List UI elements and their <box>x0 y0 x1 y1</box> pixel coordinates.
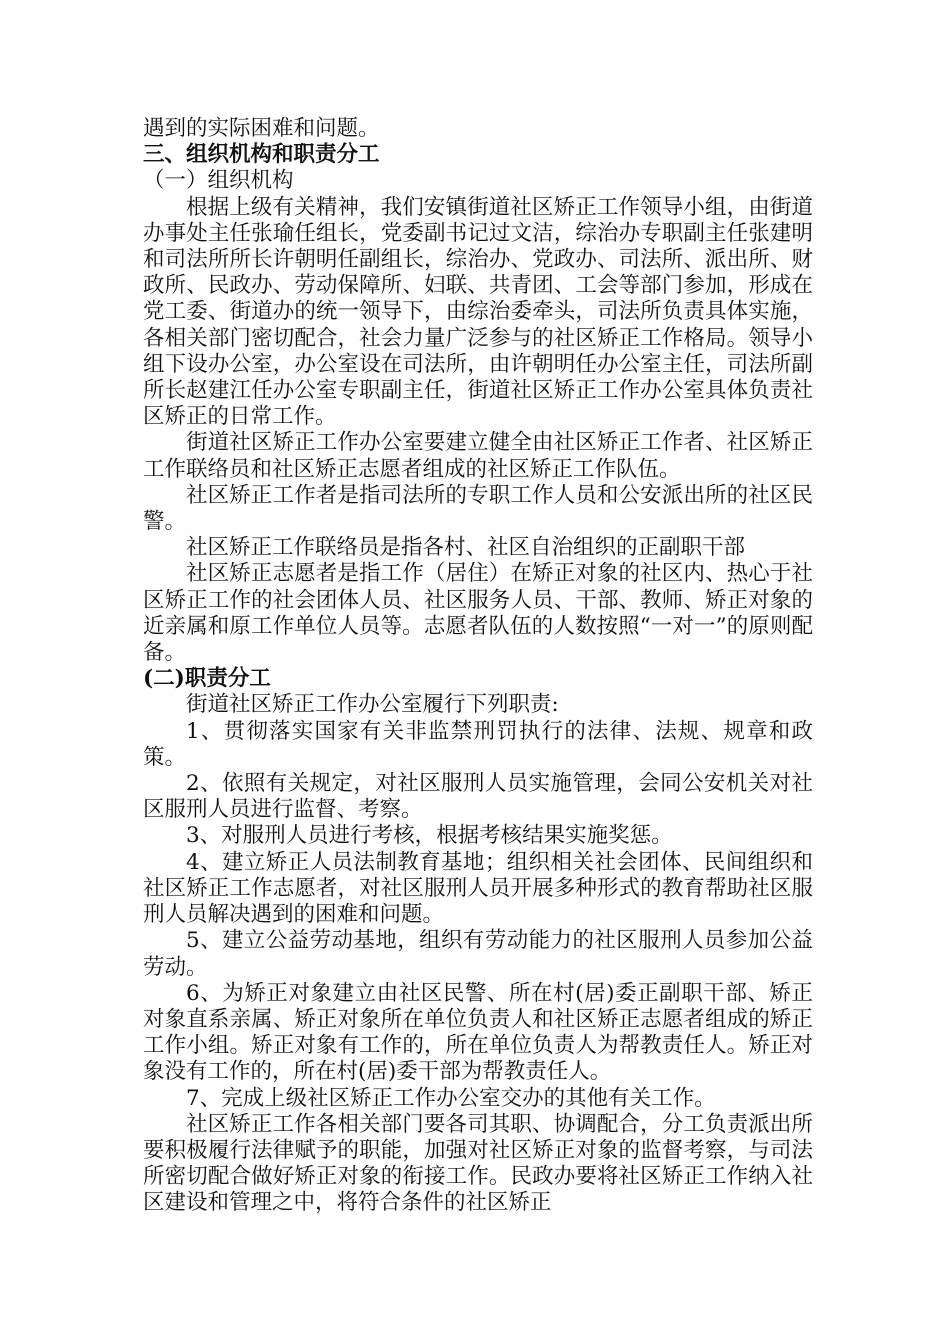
paragraph: 根据上级有关精神，我们安镇街道社区矫正工作领导小组，由街道办事处主任张瑜任组长，党委副书记过文洁，综治办专职副主任张建明和司法所所长许朝明任副组长，综治办、党政办、司法所、派出所、财政所、民政办、劳动保障所、妇联、共青团、工会等部门参加，形成在党工委、街道办的统一领导下，由综治委牵头，司法所负责具体实施，各相关部门密切配合，社会力量广泛参与的社区矫正工作格局。领导小组下设办公室，办公室设在司法所，由许朝明任办公室主任，司法所副所长赵建江任办公室专职副主任，街道社区矫正工作办公室具体负责社区矫正的日常工作。 <box>143 194 813 430</box>
paragraph: 社区矫正工作者是指司法所的专职工作人员和公安派出所的社区民警。 <box>143 482 813 535</box>
list-item: 2、依照有关规定，对社区服刑人员实施管理，会同公安机关对社区服刑人员进行监督、考察。 <box>143 771 813 823</box>
subsection-heading-organization: （一）组织机构 <box>143 168 294 194</box>
paragraph-continuation: 遇到的实际困难和问题。 <box>143 116 380 141</box>
paragraph: 社区矫正志愿者是指工作（居住）在矫正对象的社区内、热心于社区矫正工作的社会团体人员、社区服务人员、干部、教师、矫正对象的近亲属和原工作单位人员等。志愿者队伍的人数按照“一对一”的原则配备。 <box>143 561 813 666</box>
paragraph: 社区矫正工作联络员是指各村、社区自治组织的正副职干部 <box>186 535 746 561</box>
list-item: 5、建立公益劳动基地，组织有劳动能力的社区服刑人员参加公益劳动。 <box>143 928 813 980</box>
list-item: 4、建立矫正人员法制教育基地；组织相关社会团体、民间组织和社区矫正工作志愿者，对社区服刑人员开展多种形式的教育帮助社区服刑人员解决遇到的困难和问题。 <box>143 849 813 928</box>
list-item: 1、贯彻落实国家有关非监禁刑罚执行的法律、法规、规章和政策。 <box>143 718 813 770</box>
paragraph: 街道社区矫正工作办公室要建立健全由社区矫正工作者、社区矫正工作联络员和社区矫正志愿者组成的社区矫正工作队伍。 <box>143 430 813 482</box>
list-item: 3、对服刑人员进行考核，根据考核结果实施奖惩。 <box>186 823 673 849</box>
subsection-heading-duties: (二)职责分工 <box>143 666 271 692</box>
list-item: 6、为矫正对象建立由社区民警、所在村(居)委正副职干部、矫正对象直系亲属、矫正对象所在单位负责人和社区矫正志愿者组成的矫正工作小组。矫正对象有工作的，所在单位负责人为帮教责任人。矫正对象没有工作的，所在村(居)委干部为帮教责任人。 <box>143 980 813 1085</box>
list-item: 7、完成上级社区矫正工作办公室交办的其他有关工作。 <box>186 1085 716 1111</box>
document-body <box>143 116 813 1217</box>
section-heading: 三、组织机构和职责分工 <box>143 142 380 168</box>
paragraph: 街道社区矫正工作办公室履行下列职责: <box>186 692 559 718</box>
paragraph: 社区矫正工作各相关部门要各司其职、协调配合，分工负责派出所要积极履行法律赋予的职能，加强对社区矫正对象的监督考察，与司法所密切配合做好矫正对象的衔接工作。民政办要将社区矫正工作纳入社区建设和管理之中，将符合条件的社区矫正 <box>143 1111 813 1216</box>
